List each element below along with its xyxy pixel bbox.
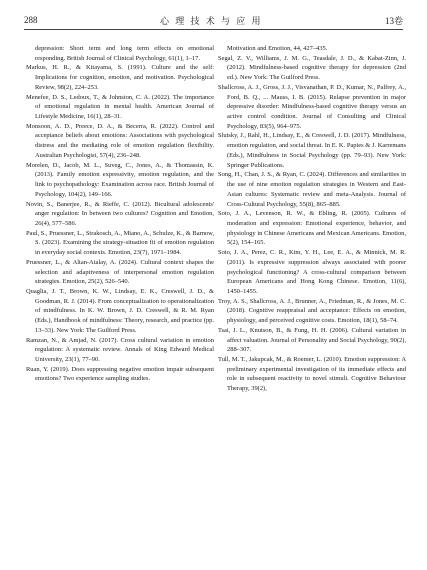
volume-label: 13卷: [384, 15, 403, 26]
reference-entry: Monsoon, A. D., Preece, D. A., & Becerra, R. (2022). Control and acceptance beliefs about emotions: Associations with psychological distress and the mediating role of emotion regulation flexibility. Australian Psychologist, 57(4), 236–248.: [26, 122, 214, 159]
reference-entry: depression: Short term and long term effects on emotional responding. British Journal of Clinical Psychology, 61(1), 1–17.: [35, 45, 214, 62]
references-right-column: [218, 44, 406, 394]
reference-entry: Ramzan, N., & Amjad, N. (2017). Cross cultural variation in emotion regulation: A systematic review. Annals of King Edward Medical University, 23(1), 77–90.: [26, 336, 214, 363]
reference-entry: Segal, Z. V., Williams, J. M. G., Teasdale, J. D., & Kabat-Zinn, J. (2012). Mindfulness-based cognitive therapy for depression (2nd ed.). New York: The Guilford Press.: [218, 54, 406, 82]
reference-entry: Markus, H. R., & Kitayama, S. (1991). Culture and the self: Implications for cognition, emotion, and motivation. Psychological Review, 98(2), 224–253.: [26, 64, 214, 91]
reference-entry: Motivation and Emotion, 44, 427–435.: [227, 45, 328, 52]
references-left-column: [26, 44, 214, 384]
reference-entry: Troy, A. S., Shallcross, A. J., Brunner, A., Friedman, R., & Jones, M. C. (2018). Cognitive reappraisal and acceptance: Effects on emotion, physiology, and perceived cognitive costs. Emotion, 18(1), 58–74.: [218, 297, 406, 325]
journal-title: 心 理 技 术 与 应 用: [159, 15, 263, 26]
reference-entry: Paul, S., Pruessner, L., Strakosch, A., Miano, A., Schulze, K., & Barnow, S. (2023). Examining the strategy-situation fit of emotion regulation in everyday social contexts. Emotion, 23(7), 1971–1984.: [26, 229, 214, 257]
page-number: 288: [24, 15, 38, 25]
reference-entry: Tull, M. T., Jakupcak, M., & Roemer, L. (2010). Emotion suppression: A preliminary experimental investigation of its immediate effects and role in subsequent reactivity to novel stimuli. Cognitive Behaviour Therapy, 39(2),: [218, 356, 406, 393]
reference-entry: Novin, S., Banerjee, R., & Rieffe, C. (2012). Bicultural adolescents' anger regulation: In between two cultures? Cognition and Emotion, 26(4), 577–586.: [26, 200, 214, 227]
reference-entry: Pruessner, L., & Altan-Atalay, A. (2024). Cultural context shapes the selection and adaptiveness of interpersonal emotion regulation strategies. Emotion, 25(2), 526–540.: [26, 258, 214, 286]
reference-entry: Ruan, Y. (2019). Does suppressing negative emotion impair subsequent emotions? Two experience sampling studies.: [26, 365, 214, 383]
running-header: [24, 13, 403, 27]
reference-entry: Quaglia, J. T., Brown, K. W., Lindsay, E. K., Creswell, J. D., & Goodman, R. J. (2014). From conceptualization to operationalization of mindfulness. In K. W. Brown, J. D. Creswell, & R. M. Ryan (Eds.), Handbook of mindfulness: Theory, research, and practice (pp. 13–33). New York: The Guilford Press.: [26, 287, 214, 334]
reference-entry: Shallcross, A. J., Gross, J. J., Visvanathan, P. D., Kumar, N., Palfrey, A., Ford, B. Q., ... Mauss, I. B. (2015). Relapse prevention in major depressive disorder: Mindfulness-based cognitive therapy versus an active control condition. Journal of Consulting and Clinical Psychology, 83(5), 964–975.: [218, 83, 406, 130]
reference-entry: Tsai, J. L., Knutson, B., & Fung, H. H. (2006). Cultural variation in affect valuation. Journal of Personality and Social Psychology, 90(2), 288–307.: [218, 326, 406, 354]
reference-entry: Soto, J. A., Perez, C. R., Kim, Y. H., Lee, E. A., & Minnick, M. R. (2011). Is expressive suppression always associated with poorer psychological functioning? A cross-cultural comparison between European Americans and Hong Kong Chinese. Emotion, 11(6), 1450–1455.: [218, 249, 406, 295]
reference-entry: Menefee, D. S., Ledoux, T., & Johnston, C. A. (2022). The importance of emotional regulation in mental health. American Journal of Lifestyle Medicine, 16(1), 28–31.: [26, 93, 214, 121]
reference-entry: Song, H., Chan, J. S., & Ryan, C. (2024). Differences and similarities in the use of nine emotion regulation strategies in Western and East-Asian cultures: Systematic review and meta-Analysis. Journal of Cross-Cultural Psychology, 55(8), 865–885.: [218, 171, 406, 208]
reference-entry: Morelen, D., Jacob, M. L., Suveg, C., Jones, A., & Thomassin, K. (2013). Family emotion expressivity, emotion regulation, and the link to psychopathology: Examination across race. British Journal of Psychology, 104(2), 149–166.: [26, 161, 214, 198]
reference-entry: Soto, J. A., Levenson, R. W., & Ebling, R. (2005). Cultures of moderation and expression: Emotional experience, behavior, and physiology in Chinese Americans and Mexican Americans. Emotion, 5(2), 154–165.: [218, 210, 406, 247]
reference-entry: Slutsky, J., Rahl, H., Lindsay, E., & Creswell, J. D. (2017). Mindfulness, emotion regulation, and social threat. In E. K. Papies & J. Karremans (Eds.), Mindfulness in Social Psychology (pp. 79–93). New York: Springer Publications.: [218, 132, 406, 169]
header-rule: [24, 29, 403, 30]
